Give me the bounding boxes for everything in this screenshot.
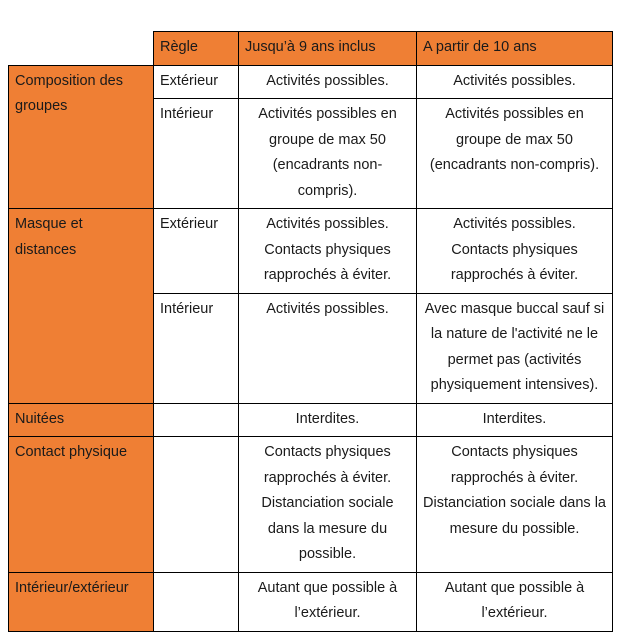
under10-cell: Activités possibles. xyxy=(239,65,417,99)
under10-cell: Interdites. xyxy=(239,403,417,437)
category-contact: Contact physique xyxy=(9,437,154,573)
header-under-10: Jusqu’à 9 ans inclus xyxy=(239,32,417,66)
category-masque: Masque et distances xyxy=(9,209,154,404)
rule-cell: Extérieur xyxy=(154,65,239,99)
over10-cell: Contacts physiques rapprochés à éviter. Distanciation sociale dans la mesure du possible. xyxy=(417,437,613,573)
over10-cell: Interdites. xyxy=(417,403,613,437)
under10-cell: Activités possibles. Contacts physiques rapprochés à éviter. xyxy=(239,209,417,294)
rule-cell: Extérieur xyxy=(154,209,239,294)
over10-cell: Activités possibles. xyxy=(417,65,613,99)
table-row xyxy=(9,65,613,99)
under10-cell: Activités possibles en groupe de max 50 (encadrants non-compris). xyxy=(239,99,417,209)
rule-cell: Intérieur xyxy=(154,99,239,209)
rule-cell: Intérieur xyxy=(154,293,239,403)
rules-table xyxy=(8,31,613,632)
table-row xyxy=(9,437,613,573)
rule-cell xyxy=(154,572,239,631)
header-rule: Règle xyxy=(154,32,239,66)
rule-cell xyxy=(154,437,239,573)
table-row xyxy=(9,403,613,437)
over10-cell: Activités possibles. Contacts physiques rapprochés à éviter. xyxy=(417,209,613,294)
category-composition: Composition des groupes xyxy=(9,65,154,209)
table-row xyxy=(9,572,613,631)
under10-cell: Autant que possible à l’extérieur. xyxy=(239,572,417,631)
over10-cell: Avec masque buccal sauf si la nature de l'activité ne le permet pas (activités physiquement intensives). xyxy=(417,293,613,403)
category-interieur-exterieur: Intérieur/extérieur xyxy=(9,572,154,631)
table-row xyxy=(9,209,613,294)
over10-cell: Autant que possible à l’extérieur. xyxy=(417,572,613,631)
over10-cell: Activités possibles en groupe de max 50 (encadrants non-compris). xyxy=(417,99,613,209)
header-10-plus: A partir de 10 ans xyxy=(417,32,613,66)
under10-cell: Contacts physiques rapprochés à éviter. Distanciation sociale dans la mesure du possible. xyxy=(239,437,417,573)
under10-cell: Activités possibles. xyxy=(239,293,417,403)
category-nuitees: Nuitées xyxy=(9,403,154,437)
corner-cell xyxy=(9,32,154,66)
header-row xyxy=(9,32,613,66)
rule-cell xyxy=(154,403,239,437)
